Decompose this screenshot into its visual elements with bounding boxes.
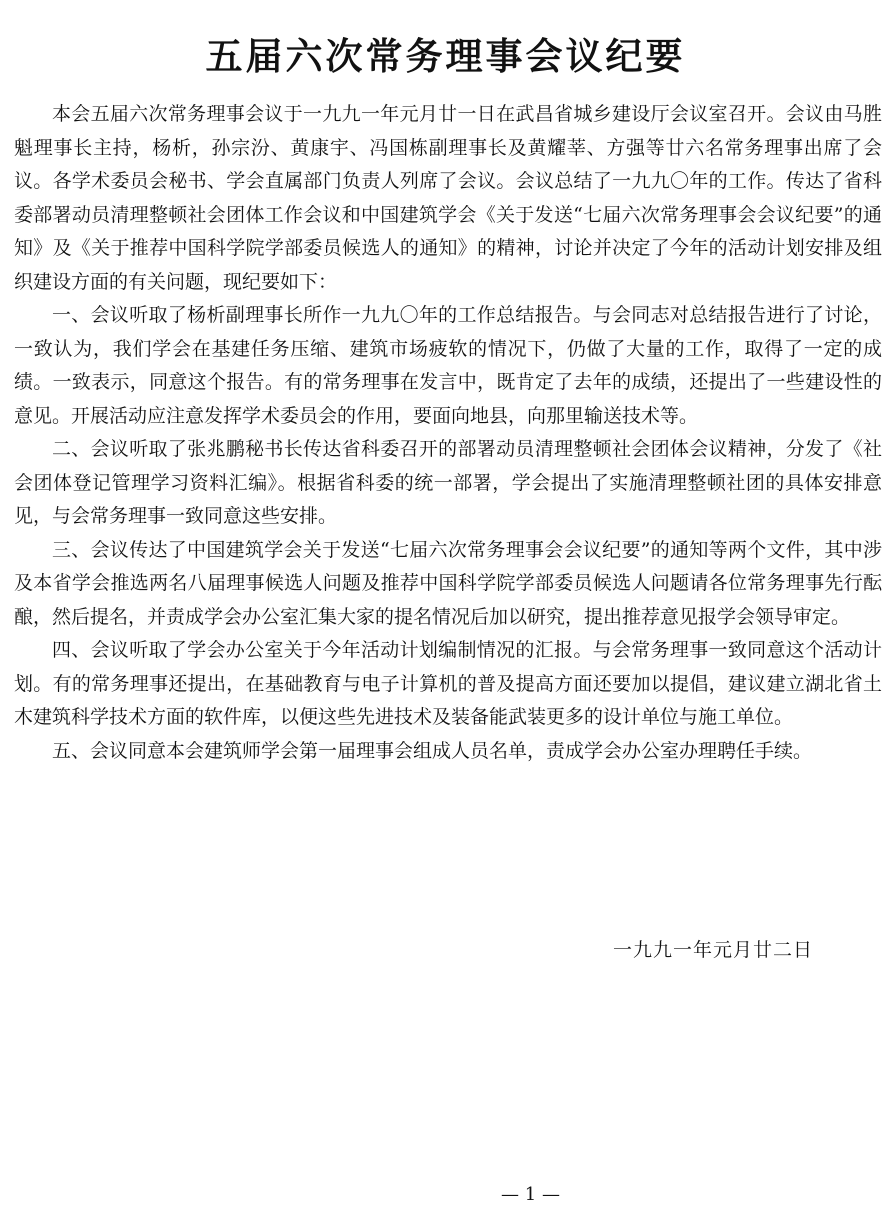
paragraph-item-3: 三、会议传达了中国建筑学会关于发送“七届六次常务理事会会议纪要”的通知等两个文件，其中涉及本省学会推选两名八届理事候选人问题及推荐中国科学院学部委员候选人问题请各位常务理事先行酝酿，然后提名，并责成学会办公室汇集大家的提名情况后加以研究，提出推荐意见报学会领导审定。 xyxy=(14,538,882,628)
paragraph-intro: 本会五届六次常务理事会议于一九九一年元月廿一日在武昌省城乡建设厅会议室召开。会议由马胜魁理事长主持，杨析，孙宗汾、黄康宇、冯国栋副理事长及黄耀莘、方强等廿六名常务理事出席了会议。各学术委员会秘书、学会直属部门负责人列席了会议。会议总结了一九九〇年的工作。传达了省科委部署动员清理整顿社会团体工作会议和中国建筑学会《关于发送“七届六次常务理事会会议纪要”的通知》及《关于推荐中国科学院学部委员候选人的通知》的精神，讨论并决定了今年的活动计划安排及组织建设方面的有关问题，现纪要如下： xyxy=(14,103,882,293)
document-body xyxy=(14,98,882,768)
document-date: 一九九一年元月廿二日 xyxy=(612,939,813,961)
paragraph-item-4: 四、会议听取了学会办公室关于今年活动计划编制情况的汇报。与会常务理事一致同意这个活动计划。有的常务理事还提出，在基础教育与电子计算机的普及提高方面还要加以提倡，建议建立湖北省土木建筑科学技术方面的软件库，以便这些先进技术及装备能武装更多的设计单位与施工单位。 xyxy=(14,639,882,728)
paragraph-item-1: 一、会议听取了杨析副理事长所作一九九〇年的工作总结报告。与会同志对总结报告进行了讨论，一致认为，我们学会在基建任务压缩、建筑市场疲软的情况下，仍做了大量的工作，取得了一定的成绩。一致表示，同意这个报告。有的常务理事在发言中，既肯定了去年的成绩，还提出了一些建设性的意见。开展活动应注意发挥学术委员会的作用，要面向地县，向那里输送技术等。 xyxy=(14,304,882,427)
paragraph-item-2: 二、会议听取了张兆鹏秘书长传达省科委召开的部署动员清理整顿社会团体会议精神，分发了《社会团体登记管理学习资料汇编》。根据省科委的统一部署，学会提出了实施清理整顿社团的具体安排意见，与会常务理事一致同意这些安排。 xyxy=(14,438,882,527)
paragraph-item-5: 五、会议同意本会建筑师学会第一届理事会组成人员名单，责成学会办公室办理聘任手续。 xyxy=(52,739,813,762)
page-number: — 1 — xyxy=(501,1184,560,1205)
document-title: 五届六次常务理事会议纪要 xyxy=(205,34,686,78)
